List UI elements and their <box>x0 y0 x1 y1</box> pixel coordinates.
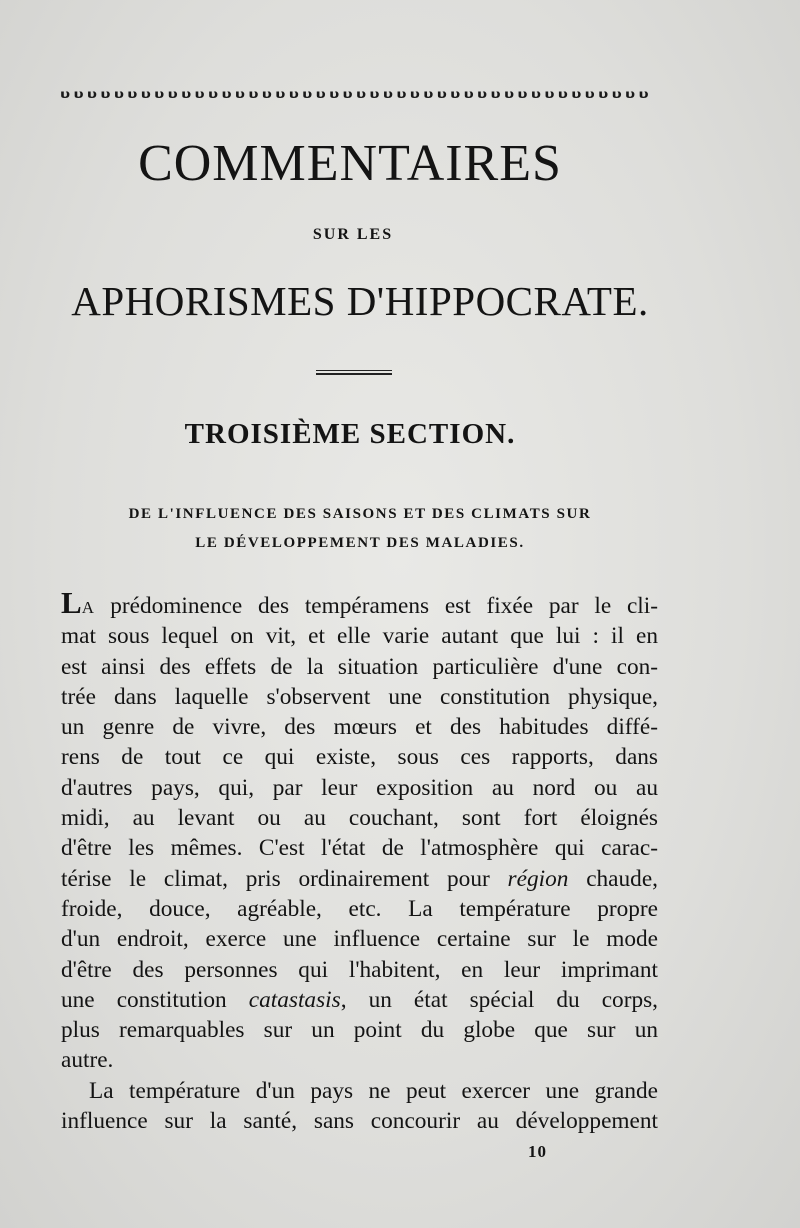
ornament-glyph: υ <box>194 87 204 101</box>
text-line-15: plus remarquables sur un point du globe que sur un <box>61 1017 658 1044</box>
section-heading-line-2: LE DÉVELOPPEMENT DES MALADIES. <box>195 535 525 551</box>
ornament-glyph: υ <box>221 87 231 101</box>
ornament-glyph: υ <box>598 87 608 101</box>
italic-word: région <box>507 865 569 892</box>
ornament-glyph: υ <box>463 87 473 101</box>
text-line-8: midi, au levant ou au couchant, sont fort éloignés <box>61 805 658 832</box>
divider-rule-thin <box>316 370 392 371</box>
ornament-glyph: υ <box>477 87 487 101</box>
page-number: 10 <box>528 1142 547 1161</box>
ornament-glyph: υ <box>436 87 446 101</box>
text-line-10: térise le climat, pris ordinairement pour région chaude, <box>61 865 658 892</box>
book-title: APHORISMES D'HIPPOCRATE. <box>71 278 649 324</box>
drop-cap: L <box>61 585 82 620</box>
section-title: TROISIÈME SECTION. <box>184 418 516 450</box>
text-line-18: influence sur la santé, sans concourir au développement <box>61 1108 658 1135</box>
ornament-glyph: υ <box>450 87 460 101</box>
ornament-glyph: υ <box>154 87 164 101</box>
ornament-glyph: υ <box>382 87 393 101</box>
ornament-glyph: υ <box>261 87 271 101</box>
ornament-glyph: υ <box>86 87 97 101</box>
ornament-glyph: υ <box>571 87 581 101</box>
ornament-glyph: υ <box>127 87 137 101</box>
ornament-glyph: υ <box>544 87 554 101</box>
text-line-9: d'être les mêmes. C'est l'état de l'atmosphère qui carac- <box>61 835 658 862</box>
ornament-glyph: υ <box>60 87 70 101</box>
text-line-14: une constitution catastasis, un état spécial du corps, <box>61 986 658 1013</box>
text-line-4: trée dans laquelle s'observent une constitution physique, <box>61 683 658 710</box>
text-line-16: autre. <box>61 1047 114 1074</box>
ornament-glyph: υ <box>207 87 218 101</box>
page-subtitle: SUR LES <box>312 226 394 243</box>
ornament-glyph: υ <box>490 87 500 101</box>
ornament-glyph: υ <box>73 87 83 101</box>
section-heading <box>66 500 654 558</box>
ornament-glyph: υ <box>181 87 191 101</box>
text-line-11: froide, douce, agréable, etc. La température propre <box>61 895 658 922</box>
ornament-glyph: υ <box>167 87 177 101</box>
ornament-glyph: υ <box>530 87 540 101</box>
page-title: COMMENTAIRES <box>138 135 562 192</box>
ornament-glyph: υ <box>140 87 150 101</box>
ornament-glyph: υ <box>355 87 366 101</box>
text-line-5: un genre de vivre, des mœurs et des habitudes diffé- <box>61 714 658 741</box>
text-line-12: d'un endroit, exerce une influence certaine sur le mode <box>61 926 658 953</box>
small-cap: A <box>81 598 95 617</box>
ornament-glyph: υ <box>503 87 514 101</box>
ornament-glyph: υ <box>315 87 325 101</box>
ornament-glyph: υ <box>248 87 258 101</box>
text-line-2: mat sous lequel on vit, et elle varie autant que lui : il en <box>61 623 658 650</box>
ornament-glyph: υ <box>288 87 298 101</box>
ornament-glyph: υ <box>396 87 406 101</box>
ornament-glyph: υ <box>275 87 285 101</box>
ornament-glyph: υ <box>113 87 123 101</box>
ornament-glyph: υ <box>584 87 594 101</box>
ornament-glyph: υ <box>409 87 419 101</box>
text-line-7: d'autres pays, qui, par leur exposition au nord ou au <box>61 774 658 801</box>
italic-word: catastasis <box>248 986 341 1013</box>
ornament-glyph: υ <box>329 87 339 101</box>
body-text <box>61 585 658 1136</box>
ornament-glyph: υ <box>342 87 352 101</box>
ornament-glyph: υ <box>557 87 567 101</box>
section-heading-line-1: DE L'INFLUENCE DES SAISONS ET DES CLIMATS SUR <box>128 506 592 522</box>
text-line-6: rens de tout ce qui existe, sous ces rapports, dans <box>61 744 658 771</box>
ornament-glyph: υ <box>638 87 648 101</box>
ornamental-border <box>60 84 648 104</box>
text-line-13: d'être des personnes qui l'habitent, en leur imprimant <box>61 956 658 983</box>
ornament-glyph: υ <box>234 87 245 101</box>
ornament-glyph: υ <box>423 87 433 101</box>
text-line-17: La température d'un pays ne peut exercer une grande <box>89 1077 658 1104</box>
ornament-glyph: υ <box>625 87 635 101</box>
ornament-glyph: υ <box>302 87 312 101</box>
text-line-1: LA prédominence des tempéramens est fixée par le cli- <box>61 585 658 620</box>
divider-rule-thick <box>316 373 392 375</box>
text-line-3: est ainsi des effets de la situation particulière d'une con- <box>61 653 658 680</box>
ornament-glyph: υ <box>100 87 110 101</box>
ornament-glyph: υ <box>517 87 527 101</box>
ornament-glyph: υ <box>611 87 621 101</box>
ornament-glyph: υ <box>369 87 379 101</box>
